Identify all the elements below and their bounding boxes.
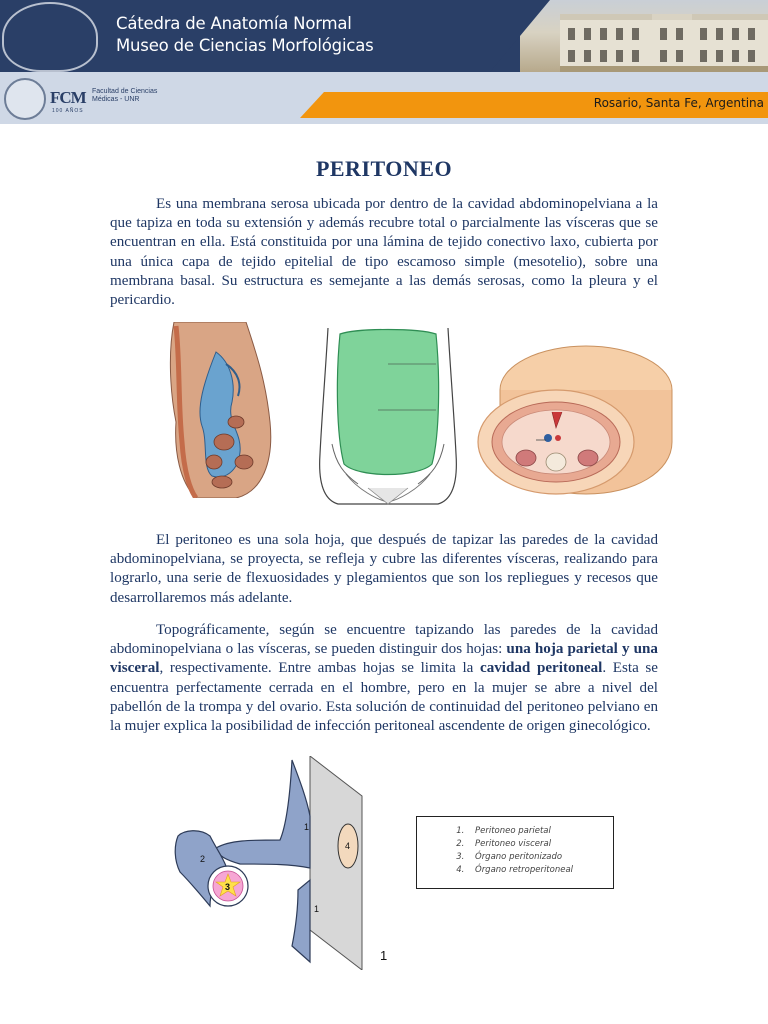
legend-item: 1. Peritoneo parietal [467,825,613,838]
faculty-years: 100 AÑOS [52,108,84,114]
p3-text-2: , respectivamente. Entre ambas hojas se limita la [159,660,480,677]
header-title [116,13,374,57]
legend-item: 4. Órgano retroperitoneal [467,864,613,877]
legend-item: 2. Peritoneo visceral [467,838,613,851]
paragraph-intro: Es una membrana serosa ubicada por dentro de la cavidad abdominopelviana a la que tapiza en toda su extensión y además recubre total o parcialmente las vísceras que se encuentran en ella. Está constituida por una lámina de tejido conectivo laxo, cubierta por una única capa de tejido epitelial de tipo escamoso simple (mesotelio), sobre una membrana basal. Su estructura es semejante a las demás serosas, como la pleura y el pericardio. [110,196,658,309]
diagram-label-4: 4 [345,841,351,851]
legend-item: 3. Órgano peritonizado [467,851,613,864]
sagittal-section-figure [166,322,274,498]
paragraph-single-layer: El peritoneo es una sola hoja, que después de tapizar las paredes de la cavidad abdominopelviana, se proyecta, se refleja y cubre las diferentes vísceras, realizando para lograrlo, una serie de flexuosidades y plegamientos que son los repliegues y recesos que desarrollaremos más adelante. [110,532,658,606]
p3-text-3: . Esta se encuentra perfectamente cerrada en el hombre, pero en la mujer se abre a nivel del pabellón de la trompa y del ovario. Esta solución de continuidad del peritoneo pelviano en la mujer explica la posibilidad de infección peritoneal ascendente de origen ginecológico. [110,660,658,735]
peritoneum-diagram [170,756,370,970]
page-title: PERITONEO [315,156,453,181]
anatomy-museum-logo [2,2,98,72]
faculty-logo-text: FCM [50,88,86,107]
p3-bold-layers: una hoja parietal y una visceral [110,641,658,677]
faculty-name-line1: Facultad de Ciencias [92,88,158,95]
header-location: Rosario, Santa Fe, Argentina [593,96,764,110]
diagram-legend [416,816,614,889]
faculty-name-line2: Médicas - UNR [92,96,140,103]
header-title-line1: Cátedra de Anatomía Normal [116,14,352,33]
header-banner [0,0,768,72]
faculty-name [92,88,157,104]
anterior-abdomen-figure [318,324,458,506]
p3-bold-cavity: cavidad peritoneal [480,660,603,677]
university-seal-icon [4,78,46,120]
page-number: 1 [380,948,388,963]
faculty-logo [50,88,86,108]
diagram-label-2: 2 [200,854,206,864]
paragraph-topography [110,621,658,736]
diagram-label-1b: 1 [314,904,320,914]
cross-section-figure [476,342,676,498]
header-title-line2: Museo de Ciencias Morfológicas [116,36,374,55]
p3-text-1: Topográficamente, según se encuentre tapizando las paredes de la cavidad abdominopelviana o las vísceras, se pueden distinguir dos hojas: [110,622,658,658]
diagram-label-3: 3 [225,882,231,892]
building-illustration [560,14,768,72]
diagram-label-1a: 1 [304,822,310,832]
